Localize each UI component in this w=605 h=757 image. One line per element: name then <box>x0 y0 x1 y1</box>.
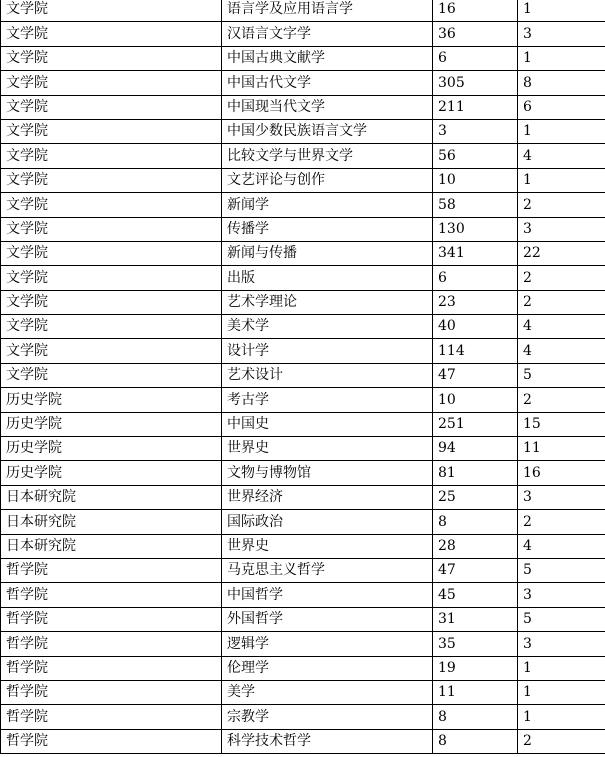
count-cell: 23 <box>433 290 518 314</box>
college-cell: 历史学院 <box>1 388 222 412</box>
quota-cell: 5 <box>518 607 605 631</box>
table-row <box>1 705 605 729</box>
college-cell: 文学院 <box>1 315 222 339</box>
college-cell: 文学院 <box>1 363 222 387</box>
major-cell: 中国少数民族语言文学 <box>222 119 433 143</box>
major-cell: 宗教学 <box>222 705 433 729</box>
quota-cell: 8 <box>518 71 605 95</box>
major-cell: 文艺评论与创作 <box>222 168 433 192</box>
quota-cell: 1 <box>518 46 605 70</box>
table-row <box>1 119 605 143</box>
count-cell: 6 <box>433 266 518 290</box>
quota-cell: 22 <box>518 241 605 265</box>
count-cell: 45 <box>433 583 518 607</box>
count-cell: 10 <box>433 388 518 412</box>
table-row <box>1 412 605 436</box>
quota-cell: 16 <box>518 461 605 485</box>
major-cell: 新闻学 <box>222 193 433 217</box>
college-cell: 文学院 <box>1 144 222 168</box>
major-cell: 汉语言文字学 <box>222 22 433 46</box>
quota-cell: 2 <box>518 729 605 753</box>
count-cell: 58 <box>433 193 518 217</box>
count-cell: 10 <box>433 168 518 192</box>
count-cell: 94 <box>433 437 518 461</box>
count-cell: 8 <box>433 510 518 534</box>
table-row <box>1 485 605 509</box>
quota-cell: 1 <box>518 119 605 143</box>
quota-cell: 6 <box>518 95 605 119</box>
count-cell: 6 <box>433 46 518 70</box>
quota-cell: 2 <box>518 290 605 314</box>
count-cell: 130 <box>433 217 518 241</box>
major-cell: 中国现当代文学 <box>222 95 433 119</box>
count-cell: 19 <box>433 656 518 680</box>
college-cell: 哲学院 <box>1 729 222 753</box>
quota-cell: 2 <box>518 266 605 290</box>
count-cell: 36 <box>433 22 518 46</box>
table-row <box>1 656 605 680</box>
table-row <box>1 168 605 192</box>
college-cell: 文学院 <box>1 217 222 241</box>
major-cell: 传播学 <box>222 217 433 241</box>
count-cell: 35 <box>433 632 518 656</box>
major-cell: 世界史 <box>222 534 433 558</box>
quota-cell: 1 <box>518 0 605 22</box>
college-cell: 文学院 <box>1 95 222 119</box>
count-cell: 251 <box>433 412 518 436</box>
count-cell: 8 <box>433 729 518 753</box>
count-cell: 211 <box>433 95 518 119</box>
count-cell: 81 <box>433 461 518 485</box>
major-cell: 考古学 <box>222 388 433 412</box>
quota-cell: 2 <box>518 388 605 412</box>
college-cell: 文学院 <box>1 168 222 192</box>
quota-cell: 3 <box>518 217 605 241</box>
college-cell: 文学院 <box>1 241 222 265</box>
college-cell: 哲学院 <box>1 583 222 607</box>
table-row <box>1 632 605 656</box>
major-cell: 世界史 <box>222 437 433 461</box>
quota-cell: 4 <box>518 534 605 558</box>
quota-cell: 2 <box>518 510 605 534</box>
major-cell: 中国哲学 <box>222 583 433 607</box>
count-cell: 305 <box>433 71 518 95</box>
quota-cell: 4 <box>518 315 605 339</box>
college-cell: 文学院 <box>1 46 222 70</box>
college-cell: 文学院 <box>1 290 222 314</box>
table-row <box>1 583 605 607</box>
table-row <box>1 0 605 22</box>
major-cell: 比较文学与世界文学 <box>222 144 433 168</box>
college-cell: 文学院 <box>1 71 222 95</box>
quota-cell: 11 <box>518 437 605 461</box>
college-cell: 文学院 <box>1 0 222 22</box>
count-cell: 28 <box>433 534 518 558</box>
table-row <box>1 388 605 412</box>
college-cell: 哲学院 <box>1 607 222 631</box>
college-cell: 文学院 <box>1 266 222 290</box>
college-cell: 文学院 <box>1 193 222 217</box>
table-row <box>1 217 605 241</box>
count-cell: 47 <box>433 558 518 582</box>
major-cell: 文物与博物馆 <box>222 461 433 485</box>
major-cell: 语言学及应用语言学 <box>222 0 433 22</box>
major-cell: 艺术设计 <box>222 363 433 387</box>
table-row <box>1 461 605 485</box>
quota-cell: 4 <box>518 339 605 363</box>
major-cell: 美术学 <box>222 315 433 339</box>
major-cell: 设计学 <box>222 339 433 363</box>
major-cell: 中国史 <box>222 412 433 436</box>
quota-cell: 1 <box>518 168 605 192</box>
quota-cell: 5 <box>518 558 605 582</box>
quota-cell: 3 <box>518 583 605 607</box>
college-cell: 文学院 <box>1 339 222 363</box>
quota-cell: 3 <box>518 485 605 509</box>
college-cell: 日本研究院 <box>1 534 222 558</box>
count-cell: 40 <box>433 315 518 339</box>
table-row <box>1 534 605 558</box>
quota-cell: 3 <box>518 22 605 46</box>
college-cell: 哲学院 <box>1 558 222 582</box>
table-row <box>1 510 605 534</box>
quota-cell: 15 <box>518 412 605 436</box>
table-row <box>1 290 605 314</box>
college-cell: 文学院 <box>1 22 222 46</box>
quota-cell: 1 <box>518 680 605 704</box>
table-row <box>1 193 605 217</box>
count-cell: 8 <box>433 705 518 729</box>
table-row <box>1 22 605 46</box>
table-row <box>1 437 605 461</box>
table-row <box>1 241 605 265</box>
count-cell: 31 <box>433 607 518 631</box>
college-cell: 日本研究院 <box>1 485 222 509</box>
major-cell: 马克思主义哲学 <box>222 558 433 582</box>
quota-cell: 2 <box>518 193 605 217</box>
table-row <box>1 363 605 387</box>
major-cell: 逻辑学 <box>222 632 433 656</box>
table-row <box>1 339 605 363</box>
major-cell: 科学技术哲学 <box>222 729 433 753</box>
major-cell: 新闻与传播 <box>222 241 433 265</box>
quota-cell: 4 <box>518 144 605 168</box>
quota-cell: 5 <box>518 363 605 387</box>
table-row <box>1 95 605 119</box>
table-row <box>1 46 605 70</box>
count-cell: 341 <box>433 241 518 265</box>
major-cell: 中国古代文学 <box>222 71 433 95</box>
quota-cell: 3 <box>518 632 605 656</box>
count-cell: 47 <box>433 363 518 387</box>
college-cell: 日本研究院 <box>1 510 222 534</box>
count-cell: 25 <box>433 485 518 509</box>
table-row <box>1 558 605 582</box>
major-cell: 外国哲学 <box>222 607 433 631</box>
table-row <box>1 315 605 339</box>
major-cell: 艺术学理论 <box>222 290 433 314</box>
college-cell: 哲学院 <box>1 632 222 656</box>
table-row <box>1 607 605 631</box>
college-cell: 哲学院 <box>1 656 222 680</box>
table-row <box>1 266 605 290</box>
table-row <box>1 729 605 753</box>
quota-cell: 1 <box>518 705 605 729</box>
college-cell: 历史学院 <box>1 437 222 461</box>
count-cell: 11 <box>433 680 518 704</box>
count-cell: 56 <box>433 144 518 168</box>
major-cell: 国际政治 <box>222 510 433 534</box>
table-body <box>1 0 605 754</box>
college-cell: 哲学院 <box>1 680 222 704</box>
college-cell: 历史学院 <box>1 412 222 436</box>
table-row <box>1 144 605 168</box>
count-cell: 16 <box>433 0 518 22</box>
college-cell: 哲学院 <box>1 705 222 729</box>
count-cell: 114 <box>433 339 518 363</box>
major-cell: 美学 <box>222 680 433 704</box>
major-cell: 出版 <box>222 266 433 290</box>
quota-cell: 1 <box>518 656 605 680</box>
college-cell: 历史学院 <box>1 461 222 485</box>
major-cell: 世界经济 <box>222 485 433 509</box>
major-cell: 伦理学 <box>222 656 433 680</box>
major-cell: 中国古典文献学 <box>222 46 433 70</box>
table-row <box>1 680 605 704</box>
college-cell: 文学院 <box>1 119 222 143</box>
table-row <box>1 71 605 95</box>
count-cell: 3 <box>433 119 518 143</box>
